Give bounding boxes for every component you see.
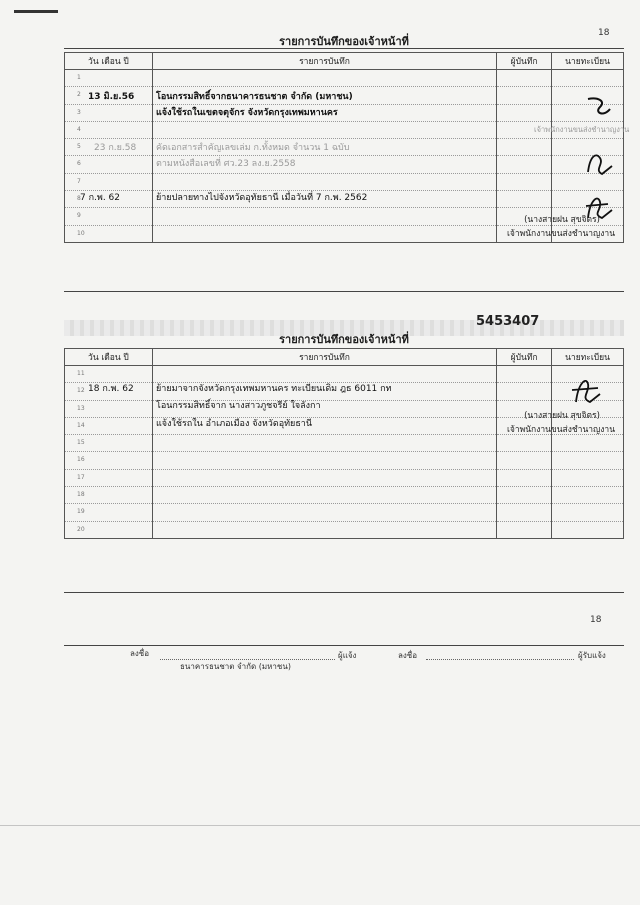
line-number: 13 [77, 404, 85, 412]
officer-record-section-2 [64, 326, 624, 596]
line-number: 17 [77, 473, 85, 481]
receiver-sign-label: ลงชื่อ [398, 651, 418, 660]
footer-divider [64, 645, 624, 646]
scan-edge-line [0, 825, 640, 826]
section-divider [64, 291, 624, 292]
entry-text: โอนกรรมสิทธิ์จาก นางสาวภูชจรีย์ ใจลังกา [156, 401, 321, 411]
header-recorder: ผู้บันทึก [497, 349, 552, 366]
entry-text: ตามหนังสือเลขที่ ศว.23 ลง.ย.2558 [156, 159, 296, 169]
receiver-sign-line [426, 658, 574, 660]
line-number: 18 [77, 491, 85, 499]
line-number: 14 [77, 421, 85, 429]
entry-text: คัดเอกสารสำคัญเลขเล่ม ก.ทั้งหมด จำนวน 1 ฉบับ [156, 143, 350, 153]
header-record: รายการบันทึก [152, 349, 496, 366]
scan-edge-mark [14, 10, 58, 13]
page-number-top: 18 [598, 28, 610, 38]
table-row [65, 487, 624, 504]
entry-text: โอนกรรมสิทธิ์จากธนาคารธนชาต จำกัด (มหาชน) [156, 92, 353, 102]
signature-mark [568, 372, 604, 406]
entry-date: 13 มิ.ย.56 [88, 92, 135, 102]
line-number: 16 [77, 456, 85, 464]
table-row [65, 104, 624, 121]
line-number: 20 [77, 525, 85, 533]
entry-text: แจ้งใช้รถในเขตจตุจักร จังหวัดกรุงเทพมหานคร [156, 108, 338, 118]
signature-mark [584, 95, 614, 121]
entry-text: ย้ายมาจากจังหวัดกรุงเทพมหานคร ทะเบียนเดิม ฎธ 6011 กท [156, 384, 392, 394]
table-row [65, 435, 624, 452]
officer-record-section-1 [64, 30, 630, 300]
officer-name: (นางสายฝน สุขจิตร) [524, 215, 600, 225]
table-row [65, 70, 624, 87]
line-number: 6 [77, 160, 81, 168]
officer-title: เจ้าพนักงานขนส่งชำนาญงาน [506, 229, 615, 239]
registrar-stamp-note: เจ้าพนักงานขนส่งชำนาญงาน [534, 125, 630, 134]
header-recorder: ผู้บันทึก [497, 53, 552, 70]
table-row [65, 521, 624, 538]
table-row [65, 156, 624, 173]
table-header-row [65, 349, 624, 366]
line-number: 2 [77, 91, 81, 99]
line-number: 11 [77, 370, 85, 377]
header-registrar: นายทะเบียน [552, 53, 624, 70]
line-number: 4 [77, 125, 81, 133]
signature-mark [582, 148, 616, 178]
section-title: รายการบันทึกของเจ้าหน้าที่ [279, 35, 409, 48]
line-number: 12 [77, 387, 85, 395]
entry-date: 18 ก.พ. 62 [88, 384, 134, 394]
table-row [65, 469, 624, 486]
line-number: 10 [77, 229, 85, 237]
officer-title: เจ้าพนักงานขนส่งชำนาญงาน [506, 425, 615, 435]
notifier-role: ผู้แจ้ง [338, 651, 357, 660]
table-row [65, 452, 624, 469]
divider [64, 48, 624, 49]
line-number: 1 [77, 74, 81, 81]
table-header-row [65, 53, 624, 70]
table-row [65, 173, 624, 190]
header-record: รายการบันทึก [152, 53, 496, 70]
line-number: 7 [77, 177, 81, 185]
page-number-bottom: 18 [590, 615, 602, 625]
entry-date: 7 ก.พ. 62 [80, 193, 121, 203]
officer-name: (นางสายฝน สุขจิตร) [524, 411, 600, 421]
line-number: 8 [77, 195, 81, 203]
entry-text: ย้ายปลายทางไปจังหวัดอุทัยธานี เมื่อวันที่ 7 ก.พ. 2562 [156, 193, 368, 203]
notifier-company: ธนาคารธนชาต จำกัด (มหาชน) [180, 662, 291, 671]
entry-text: แจ้งใช้รถใน อำเภอเมือง จังหวัดอุทัยธานี [156, 419, 313, 429]
header-date: วัน เดือน ปี [65, 53, 153, 70]
line-number: 9 [77, 212, 81, 220]
receiver-role: ผู้รับแจ้ง [578, 651, 606, 660]
header-registrar: นายทะเบียน [552, 349, 624, 366]
line-number: 5 [77, 143, 81, 151]
line-number: 19 [77, 508, 85, 516]
table-row [65, 504, 624, 521]
header-date: วัน เดือน ปี [65, 349, 153, 366]
record-table [64, 348, 624, 539]
line-number: 3 [77, 108, 81, 116]
entry-date: 23 ก.ย.58 [94, 143, 137, 153]
line-number: 15 [77, 439, 85, 447]
section-divider [64, 592, 624, 593]
section-title: รายการบันทึกของเจ้าหน้าที่ [279, 333, 409, 346]
notifier-sign-label: ลงชื่อ [130, 649, 150, 658]
serial-number: 5453407 [476, 314, 540, 329]
